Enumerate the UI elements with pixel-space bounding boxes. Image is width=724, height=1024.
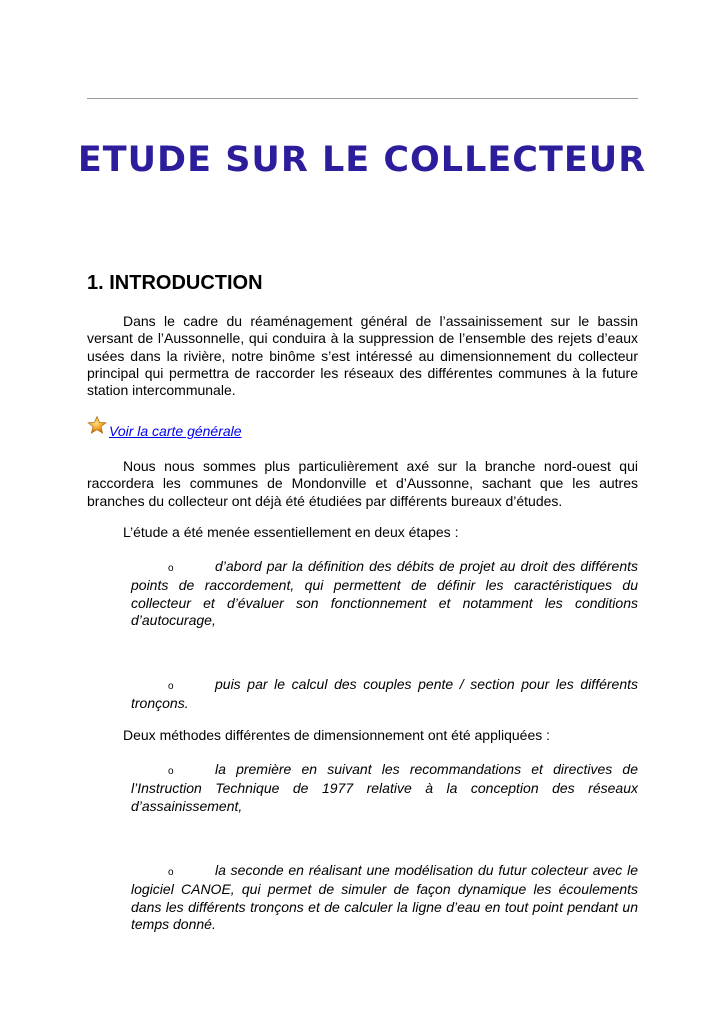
step-text-1: d’abord par la définition des débits de projet au droit des différents points de raccordement, qui permettent de définir les caractéristiques du collecteur et d’évaluer son fonctionnement et notamment les conditions d’autocurage, [131,558,638,628]
method-item-2 [131,862,638,933]
steps-intro: L’étude a été menée essentiellement en deux étapes : [123,524,459,540]
map-link[interactable]: Voir la carte générale [109,423,242,439]
bullet-marker: o [168,867,174,878]
section-heading: 1. INTRODUCTION [87,272,263,294]
bullet-marker: o [168,766,174,777]
methods-intro: Deux méthodes différentes de dimensionnement ont été appliquées : [123,727,551,743]
method-text-2: la seconde en réalisant une modélisation du futur colecteur avec le logiciel CANOE, qui permet de simuler de façon dynamique les écoulements dans les différents tronçons et de calculer la ligne d’eau en tout point pendant un temps donné. [131,862,638,932]
bullet-marker: o [168,681,174,692]
bullet-marker: o [168,563,174,574]
header-rule [87,98,638,99]
step-text-2: puis par le calcul des couples pente / section pour les différents tronçons. [131,676,638,712]
branch-paragraph: Nous nous sommes plus particulièrement axé sur la branche nord-ouest qui raccordera les communes de Mondonville et d’Aussonne, sachant que les autres branches du collecteur ont déjà été étudiées par différents bureaux d’études. [87,458,638,509]
step-item-2 [131,676,638,713]
method-text-1: la première en suivant les recommandations et directives de l’Instruction Technique de 1977 relative à la conception des réseaux d’assainissement, [131,761,638,814]
document-title: ETUDE SUR LE COLLECTEUR [77,140,647,180]
star-icon [87,416,107,434]
method-item-1 [131,761,638,815]
step-item-1 [131,558,638,629]
intro-paragraph: Dans le cadre du réaménagement général de l’assainissement sur le bassin versant de l’Aussonnelle, qui conduira à la suppression de l’ensemble des rejets d’eaux usées dans la rivière, notre binôme s’est intéressé au dimensionnement du collecteur principal qui permettra de raccorder les réseaux des différentes communes à la future station intercommunale. [87,313,638,399]
